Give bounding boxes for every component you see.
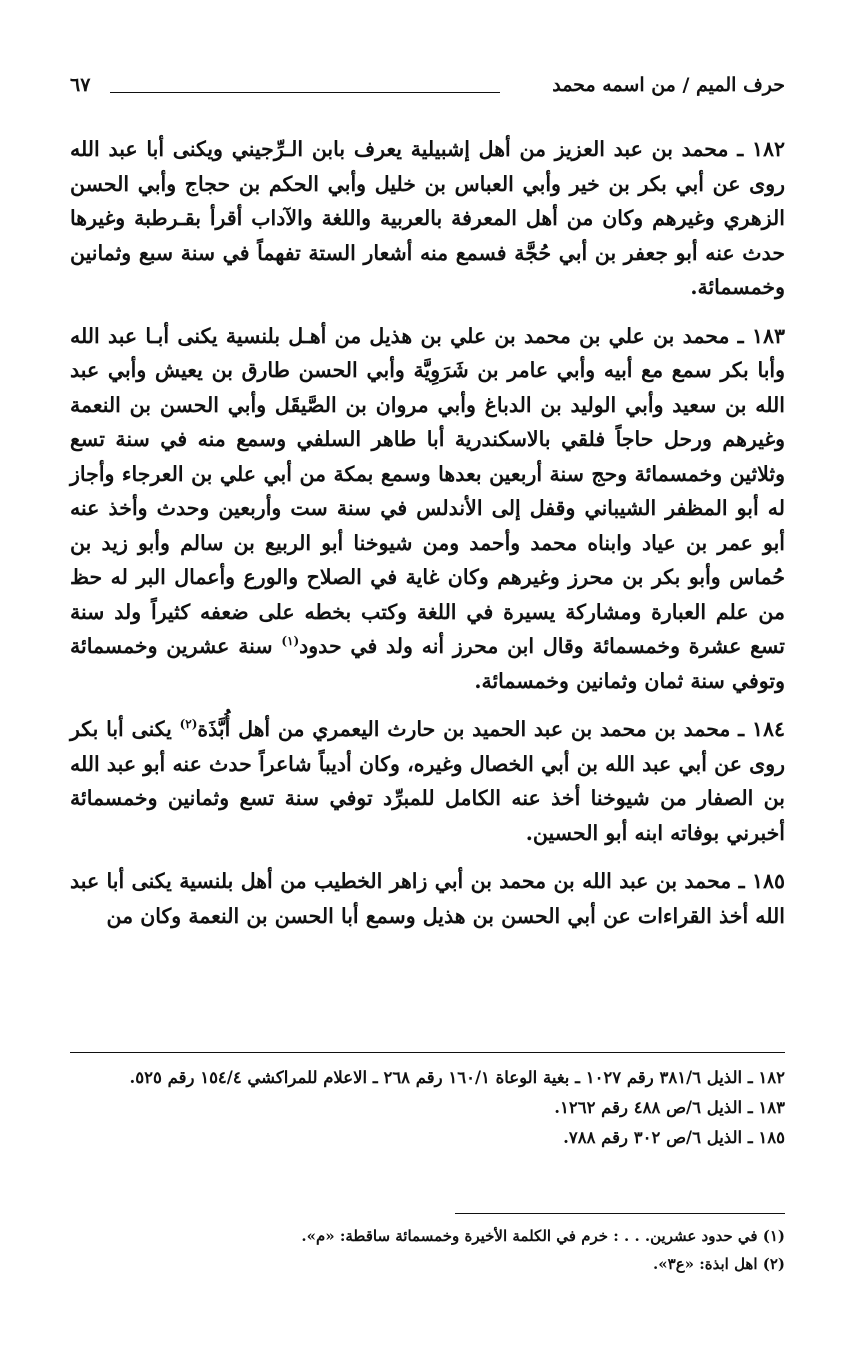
entry-text: ١٨٤ ـ محمد بن محمد بن عبد الحميد بن حارث اليعمري من أهل أُبَّذَة (197, 717, 785, 741)
footnote-marker: (٢) (179, 717, 198, 732)
footnote-marker: (١) (281, 634, 300, 649)
entry-183 (70, 319, 785, 699)
entry-185: ١٨٥ ـ محمد بن عبد الله بن محمد بن أبي زاهر الخطيب من أهل بلنسية يكنى أبا عبد الله أخذ القراءات عن أبي الحسن بن هذيل وسمع أبا الحسن بن النعمة وكان من (70, 869, 785, 928)
entry-text: سنة عشرين وخمسمائة وتوفي سنة ثمان وثمانين وخمسمائة. (70, 634, 785, 693)
footnote: (١) في حدود عشرين. . . : خرم في الكلمة الأخيرة وخمسمائة ساقطة: «م». (301, 1227, 785, 1245)
header-rule (110, 92, 500, 93)
entry-text: ١٨٣ ـ محمد بن علي بن محمد بن علي بن هذيل من أهـل بلنسية يكنى أبـا عبد الله وأبا بكر سمع مع أبيه وأبي عامر بن شَرَوِيَّة وأبي الحسن طارق بن يعيش وأبي عبد الله بن سعيد وأبي الوليد بن الدباغ وأبي مروان بن الصَّيقَل وأبي الحسن بن النعمة وغيرهم ورحل حاجاً فلقي بالاسكندرية أبا طاهر السلفي وسمع منه في سنة تسع وثلاثين وخمسمائة وحج سنة أربعين بعدها وسمع بمكة من أبي علي بن العرجاء وأجاز له أبو المظفر الشيباني وقفل إلى الأندلس في سنة ست وأربعين وحدث وأخذ عنه أبو عمر بن عياد وابناه محمد وأحمد ومن شيوخنا أبو الربيع بن سالم وأبو زيد بن حُماس وأبو بكر بن محرز وغيرهم وكان غاية في الصلاح والورع وأعمال البر له حظ من علم العبارة ومشاركة يسيرة في اللغة وكتب بخطه على ضعفه كثيراً ولد سنة تسع عشرة وخمسمائة وقال ابن محرز أنه ولد في حدود (70, 323, 785, 658)
running-header (70, 72, 785, 102)
entry-text: يكنى أبا بكر روى عن أبي عبد الله بن أبي الخصال وغيره، وكان أديباً شاعراً حدث عنه أبو عبد الله بن الصفار من شيوخنا أخذ عنه الكامل للمبرِّد توفي سنة تسع وثمانين وخمسمائة أخبرني بوفاته ابنه أبو الحسين. (70, 717, 785, 845)
running-title: حرف الميم / من اسمه محمد (552, 74, 785, 96)
notes-divider (455, 1213, 785, 1214)
references-divider (70, 1052, 785, 1053)
references (70, 1063, 785, 1153)
reference-line: ١٨٢ ـ الذيل ٣٨١/٦ رقم ١٠٢٧ ـ بغية الوعاة ١٦٠/١ رقم ٢٦٨ ـ الاعلام للمراكشي ١٥٤/٤ رقم ٥٢٥. (129, 1068, 785, 1087)
entry-182: ١٨٢ ـ محمد بن عبد العزيز من أهل إشبيلية يعرف بابن الـرِّجيني ويكنى أبا عبد الله روى عن أبي بكر بن خير وأبي العباس بن خليل وأبي الحكم بن حجاج وأبي الحسن الزهري وغيرهم وكان من أهل المعرفة بالعربية واللغة والآداب أقرأ بقـرطبة وغيرها حدث عنه أبو جعفر بن أبي حُجَّة فسمع منه أشعار الستة تفهماً في سنة سبع وثمانين وخمسمائة. (70, 137, 785, 299)
footnotes (70, 1222, 785, 1278)
reference-line: ١٨٥ ـ الذيل ٦/ص ٣٠٢ رقم ٧٨٨. (563, 1128, 785, 1147)
page-number: ٦٧ (70, 74, 91, 96)
reference-line: ١٨٣ ـ الذيل ٦/ص ٤٨٨ رقم ١٢٦٢. (554, 1098, 785, 1117)
entry-184 (70, 712, 785, 850)
footnote: (٢) اهل ابذة: «ع٣». (653, 1255, 785, 1273)
main-text (70, 132, 785, 933)
